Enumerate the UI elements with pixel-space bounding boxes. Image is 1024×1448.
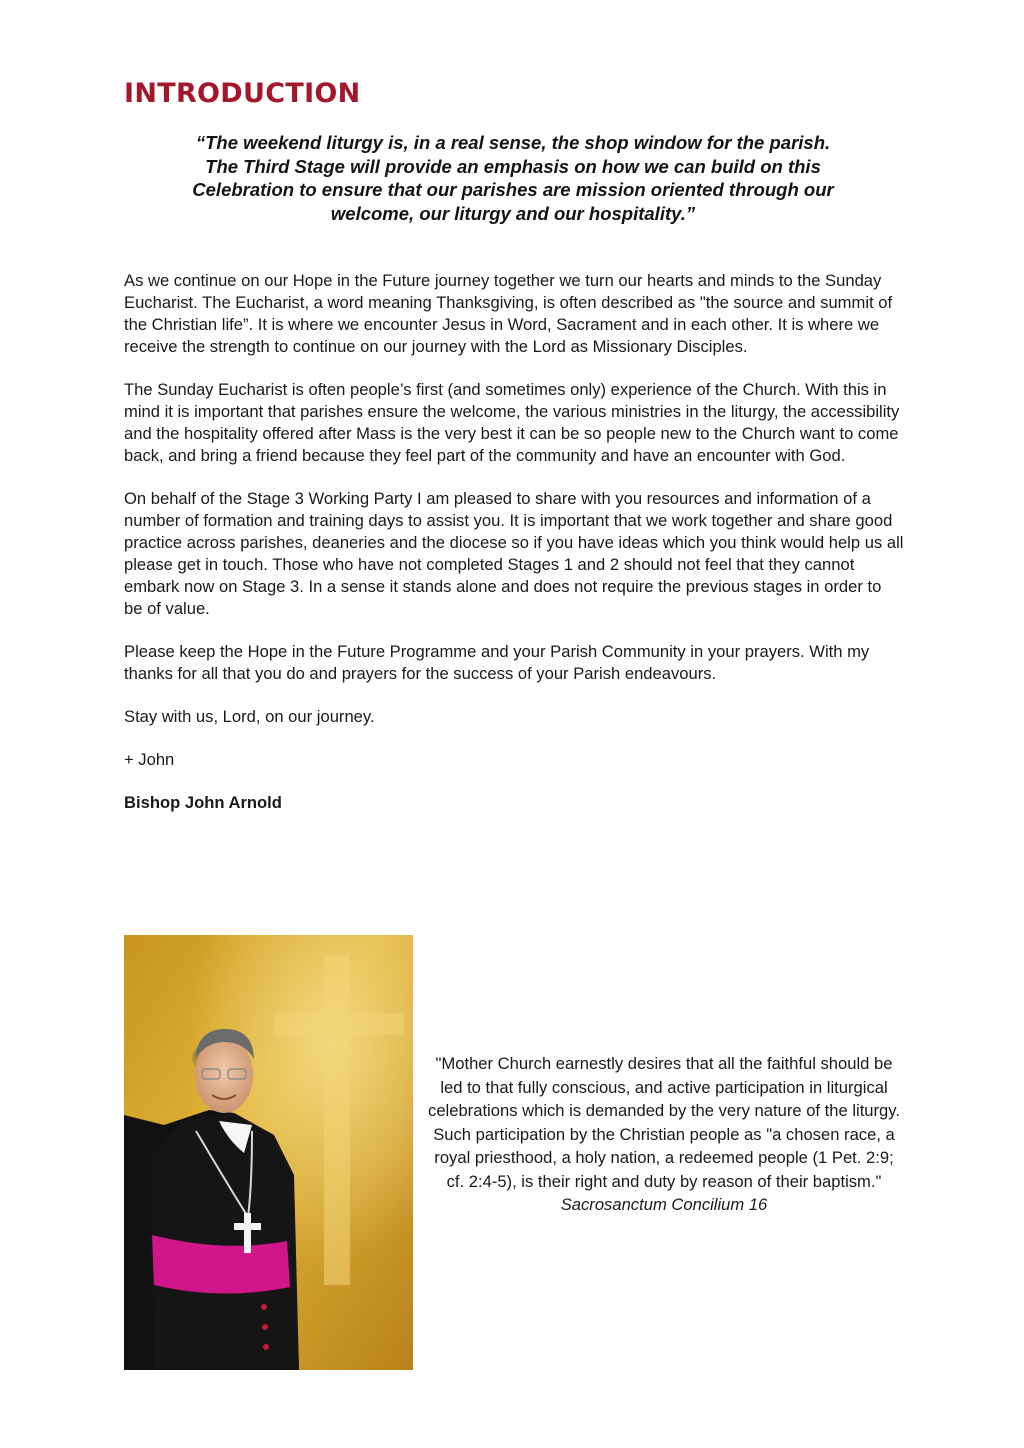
side-quote-text: "Mother Church earnestly desires that all the faithful should be led to that fully conscious, and active participation in liturgical celebrations which is demanded by the very nature of the liturgy. Such participation by the Christian people as "a chosen race, a royal priesthood, a holy nation, a redeemed people (1 Pet. 2:9; cf. 2:4-5), is their right and duty by reason of their baptism."	[428, 1054, 900, 1191]
body-text	[124, 270, 904, 835]
signature-line: + John	[124, 750, 175, 769]
paragraph: As we continue on our Hope in the Future journey together we turn our hearts and minds to the Sunday Eucharist. The Eucharist, a word meaning Thanksgiving, is often described as "the source and summit of the Christian life”. It is where we encounter Jesus in Word, Sacrament and in each other. It is where we receive the strength to continue on our journey with the Lord as Missionary Disciples.	[124, 271, 893, 356]
paragraph: The Sunday Eucharist is often people’s first (and sometimes only) experience of the Church. With this in mind it is important that parishes ensure the welcome, the various ministries in the liturgy, the accessibility and the hospitality offered after Mass is the very best it can be so people new to the Church want to come back, and bring a friend because they feel part of the community and have an encounter with God.	[124, 380, 900, 465]
bishop-photo	[124, 935, 413, 1370]
paragraph: On behalf of the Stage 3 Working Party I am pleased to share with you resources and information of a number of formation and training days to assist you. It is important that we work together and share good practice across parishes, deaneries and the diocese so if you have ideas which you think would help us all please get in touch. Those who have not completed Stages 1 and 2 should not feel that they cannot embark now on Stage 3. In a sense it stands alone and does not require the previous stages in order to be of value.	[124, 489, 904, 618]
lead-quote	[124, 131, 902, 225]
lead-quote-line: Celebration to ensure that our parishes are mission oriented through our	[192, 179, 834, 200]
paragraph: Stay with us, Lord, on our journey.	[124, 707, 375, 726]
lead-quote-line: The Third Stage will provide an emphasis on how we can build on this	[205, 155, 821, 177]
paragraph: Please keep the Hope in the Future Programme and your Parish Community in your prayers. With my thanks for all that you do and prayers for the success of your Parish endeavours.	[124, 642, 870, 683]
lead-quote-line: “The weekend liturgy is, in a real sense, the shop window for the parish.	[195, 132, 831, 153]
side-quote	[424, 1052, 904, 1217]
signature-name: Bishop John Arnold	[124, 793, 282, 812]
page-title: INTRODUCTION	[124, 78, 361, 109]
side-quote-source: Sacrosanctum Concilium 16	[560, 1195, 768, 1214]
lead-quote-line: welcome, our liturgy and our hospitality.”	[330, 202, 696, 224]
